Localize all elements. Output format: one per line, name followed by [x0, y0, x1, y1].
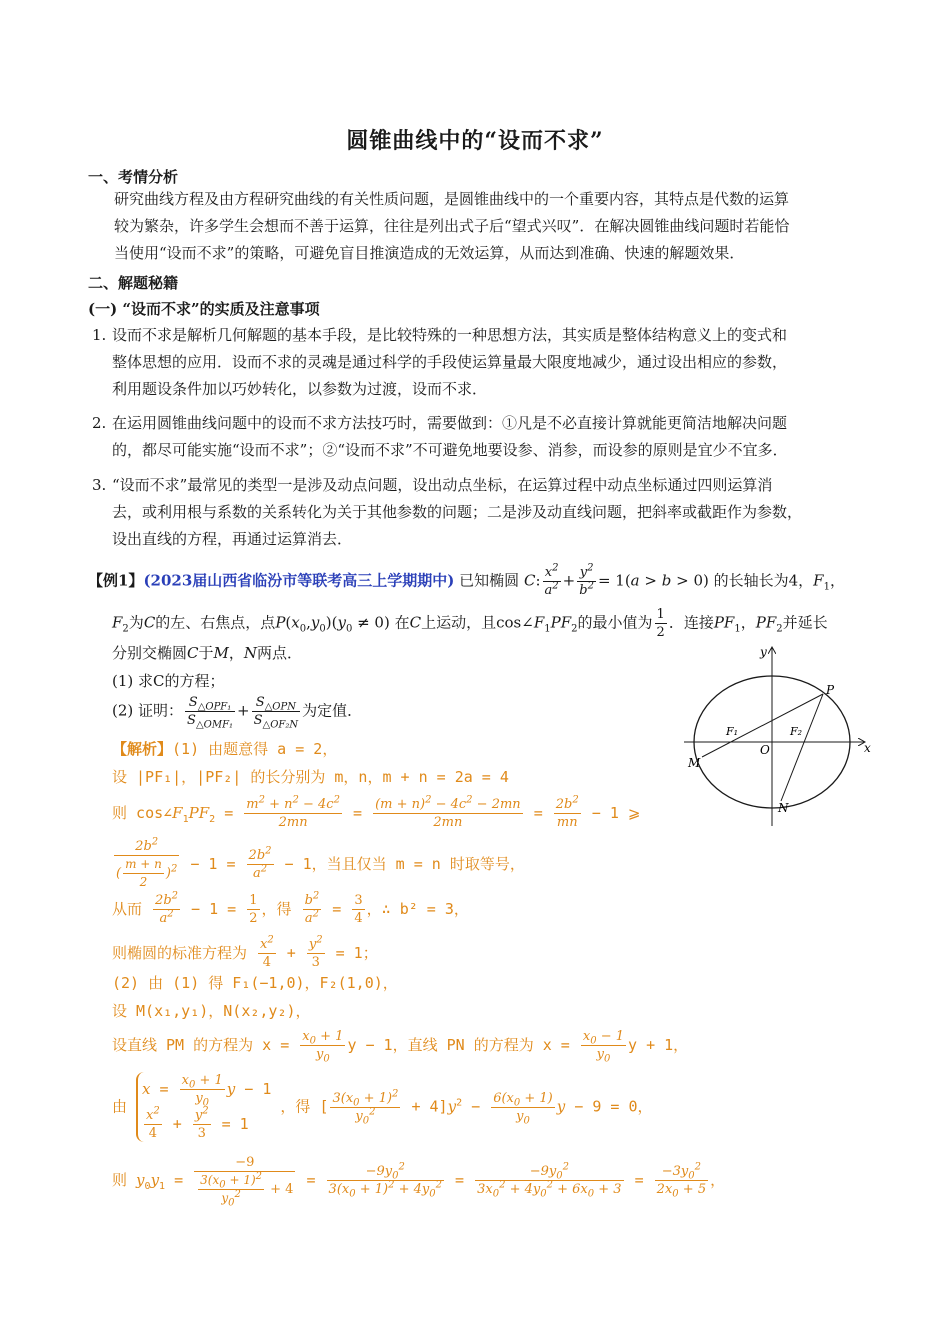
- solution-text: ，得: [261, 900, 292, 918]
- solution-line: 则 $y_0y_1$ = −9 $\frac{3(x_0 + 1)^2}{y_0^2}$ + 4 = $\frac{-9y_0^2}{3(x_0 + 1)^2 + 4y_0^2}$ = $\frac{-9y_0^2}{3x_0^2 + 4y_0^2 + 6x_0 + 3}$ = $\frac{-3y_0^2}{2x_0 + 5}$ ，: [112, 1155, 726, 1209]
- example-text: 的长轴长为4，: [713, 571, 814, 590]
- subsection-heading: (一) “设而不求”的实质及注意事项: [88, 300, 320, 318]
- example-text: 分别交椭圆: [112, 644, 188, 662]
- list-item-line: 设而不求是解析几何解题的基本手段，是比较特殊的一种思想方法，其实质是整体结构意义上的变式和: [112, 326, 788, 344]
- solution-text: 则: [112, 804, 128, 822]
- solution-text: 则椭圆的标准方程为: [112, 944, 248, 962]
- analysis-paragraph: [88, 186, 868, 267]
- example-text: 的最小值为: [577, 613, 653, 632]
- example-text: 于: [198, 644, 214, 662]
- solution-heading: 【解析】: [112, 740, 173, 758]
- solution-text: 由: [112, 1097, 128, 1116]
- section-heading-methods: 二、解题秘籍: [88, 274, 179, 292]
- list-item-number: 1.: [92, 326, 107, 344]
- list-item-line: 的，都尽可能实施“设而不求”；②“设而不求”不可避免地要设参、消参，而设参的原则是宜少不宜多．: [112, 441, 788, 459]
- analysis-line-1: 研究曲线方程及由方程研究曲线的有关性质问题，是圆锥曲线中的一个重要内容，其特点是代数的运算: [114, 190, 790, 208]
- example-line-2: $F_2$为C的左、右焦点，点$P(x_0,y_0)(y_0 \ne 0)$ 在C上运动，且$\cos\angle F_1PF_2$的最小值为 $\frac{1}{2}$ ．连接$PF_1$，$PF_2$并延长: [112, 607, 828, 640]
- solution-text: = 0，: [610, 1097, 653, 1116]
- example-line-3: 分别交椭圆C于M，N两点．: [112, 644, 303, 662]
- analysis-line-2: 较为繁杂，许多学生会想而不善于运算，往往是列出式子后“望式兴叹”．在解决圆锥曲线问题时若能恰: [114, 217, 790, 235]
- point-p-label: P: [826, 683, 835, 697]
- focus-f2-label: F₂: [790, 725, 803, 738]
- x-axis-label: x: [864, 741, 871, 755]
- example-text: 已知椭圆: [459, 571, 520, 590]
- example-question-2: (2) 证明： $\frac{S_{\triangle OPF_1}}{S_{\triangle OMF_1}}$ + $\frac{S_{\triangle OPN}}{S_{\triangle OF_2N}}$ 为定值．: [112, 695, 363, 731]
- solution-text: 设直线 PM 的方程为 x =: [112, 1036, 290, 1054]
- list-item-line: “设而不求”最常见的类型一是涉及动点问题，设出动点坐标，在运算过程中动点坐标通过四则运算消: [112, 476, 773, 494]
- solution-line: 设 |PF₁|，|PF₂| 的长分别为 m，n，m + n = 2a = 4: [112, 768, 509, 786]
- example-text: 并延长: [782, 613, 828, 632]
- focus-f1-label: F₁: [726, 725, 739, 738]
- example-text: 两点．: [257, 644, 303, 662]
- solution-line: (1) 由题意得 a = 2，: [172, 740, 338, 758]
- y-axis-label: y: [760, 645, 767, 659]
- solution-text: 则: [112, 1171, 128, 1189]
- list-item-line: 去，或利用根与系数的关系转化为关于其他参数的问题；二是涉及动直线问题，把斜率或截距作为参数，: [112, 503, 803, 521]
- ellipse-diagram: [680, 644, 870, 834]
- solution-text: ，∴ b² = 3，: [366, 900, 469, 918]
- solution-line: 从而 $\frac{2b^2}{a^2}$ − 1 = $\frac{1}{2}$ ，得 $\frac{b^2}{a^2}$ = $\frac{3}{4}$ ，∴ b² = 3，: [112, 890, 469, 926]
- solution-text: = 1；: [335, 944, 378, 962]
- analysis-line-3: 当使用“设而不求”的策略，可避免盲目推演造成的无效运算，从而达到准确、快速的解题效果．: [114, 244, 745, 262]
- solution-line: 则椭圆的标准方程为 $\frac{x^2}{4}$ + $\frac{y^2}{3}$ = 1；: [112, 934, 378, 970]
- point-m-label: M: [688, 756, 701, 770]
- solution-line: 设 M(x₁,y₁)，N(x₂,y₂)，: [112, 1002, 311, 1020]
- list-item-line: 整体思想的应用．设而不求的灵魂是通过科学的手段使运算量最大限度地减少，通过设出相应的参数，: [112, 353, 788, 371]
- chord-pn: [781, 694, 823, 801]
- solution-line: $2b^2$ ( $\frac{m + n}{2}$ )$^2$ − 1 = $\frac{2b^2}{a^2}$ − 1，当且仅当 m = n 时取等号，: [116, 836, 525, 889]
- solution-line: (2) 由 (1) 得 F₁(−1,0)，F₂(1,0)，: [112, 974, 398, 992]
- list-item-number: 3.: [92, 476, 107, 494]
- point-n-label: N: [778, 801, 789, 815]
- list-item: [88, 410, 878, 464]
- solution-text: ，得: [280, 1097, 311, 1116]
- solution-line: 设直线 PM 的方程为 x = $\frac{x_0 + 1}{y_0}$ y − 1，直线 PN 的方程为 x = $\frac{x_0 - 1}{y_0}$ y + 1，: [112, 1029, 689, 1065]
- solution-text: y + 1，: [628, 1036, 689, 1054]
- example-question-1: (1) 求C的方程；: [112, 672, 225, 690]
- example-text: 为定值．: [302, 701, 363, 720]
- example-line-1: 【例1】(2023届山西省临汾市等联考高三上学期期中) 已知椭圆 C: $\frac{x^2}{a^2}$ + $\frac{y^2}{b^2}$ = 1(a > b > 0) 的长轴长为4，$F_1$，: [88, 562, 845, 598]
- solution-text: ，当且仅当 m = n 时取等号，: [311, 855, 525, 873]
- list-item-number: 2.: [92, 414, 107, 432]
- example-text: 为: [128, 613, 144, 632]
- solution-line: 由 x = $\frac{x_0 + 1}{y_0}$ y − 1 $\frac{x^2}{4}$ + $\frac{y^2}{3}$ = 1 ，得 [ $\frac{3(x_0 + 1)^2}{y_0^2}$ + $4]y^2$ − $\frac{6(x_0 + 1)}{y_0}$ y − 9 = 0，: [112, 1073, 653, 1141]
- example-source: (2023届山西省临汾市等联考高三上学期期中): [143, 571, 455, 590]
- list-item: [88, 322, 878, 403]
- example-text: 的左、右焦点，点: [155, 613, 276, 632]
- list-item-line: 利用题设条件加以巧妙转化，以参数为过渡，设而不求．: [112, 380, 488, 398]
- example-text: (2) 证明：: [112, 701, 184, 720]
- example-label: 【例1】: [88, 571, 144, 590]
- section-heading-analysis: 一、考情分析: [88, 168, 179, 186]
- solution-text: y − 1，直线 PN 的方程为 x =: [347, 1036, 570, 1054]
- list-item-line: 在运用圆锥曲线问题中的设而不求方法技巧时，需要做到：①凡是不必直接计算就能更简洁地解决问题: [112, 414, 788, 432]
- example-text: 在: [394, 613, 410, 632]
- origin-label: O: [760, 743, 770, 757]
- solution-line: 则 $\cos\angle F_1PF_2$ = $\frac{m^2 + n^2 - 4c^2}{2mn}$ = $\frac{(m + n)^2 - 4c^2 - 2mn}{2mn}$ = $\frac{2b^2}{mn}$ − 1 ⩾: [112, 794, 641, 830]
- list-item: [88, 472, 878, 553]
- page-title: 圆锥曲线中的“设而不求”: [346, 128, 604, 154]
- solution-text: 从而: [112, 900, 143, 918]
- list-item-line: 设出直线的方程，再通过运算消去．: [112, 530, 353, 548]
- example-text: 上运动，且: [421, 613, 497, 632]
- example-text: ．连接: [668, 613, 714, 632]
